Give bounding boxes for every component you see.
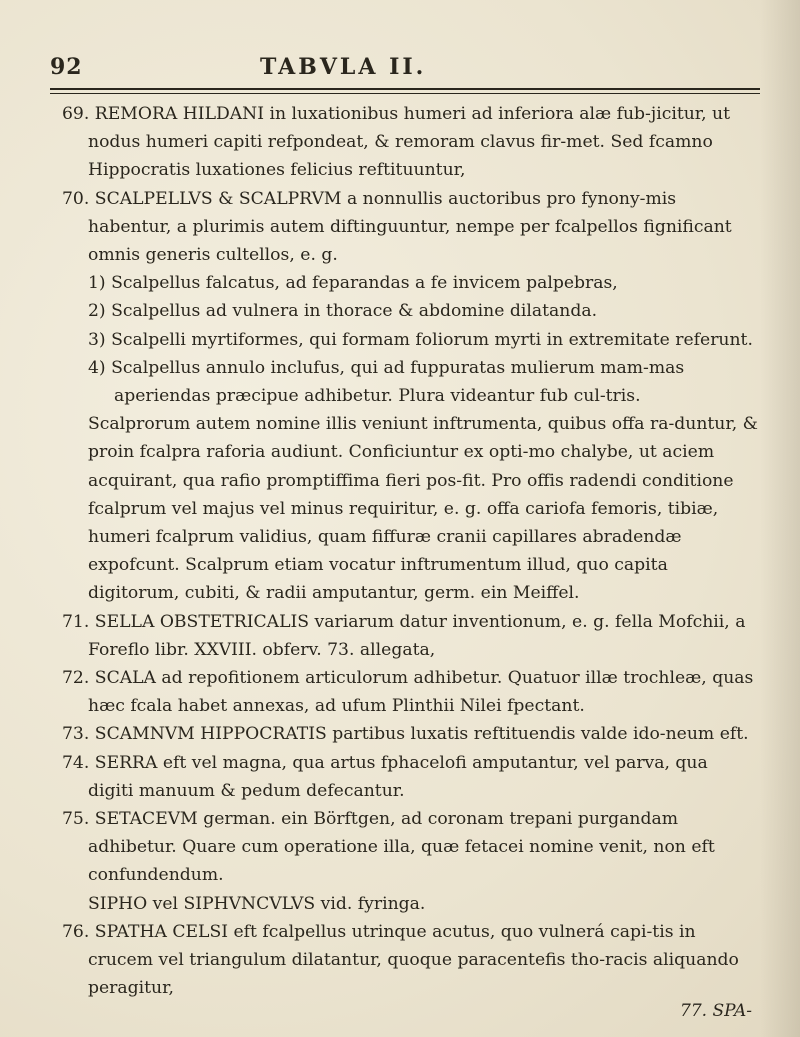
entry-70-item-2: 2) Scalpellus ad vulnera in thorace & abdomine dilatanda. (88, 301, 598, 322)
entry-69: 69. REMORA HILDANI in luxationibus humeri ad inferiora alæ fub-jicitur, ut nodus humeri capiti refpondeat, & remoram clavus fir-met. Sed fcamno Hippocratis luxationes felicius reftituuntur, (62, 104, 731, 181)
header-rule (50, 88, 760, 90)
entry-74: 74. SERRA eft vel magna, qua artus fphacelofi amputantur, vel parva, qua digiti manuum & pedum defecantur. (62, 752, 708, 801)
header-rule-thin (50, 93, 760, 94)
entry-71: 71. SELLA OBSTETRICALIS variarum datur inventionum, e. g. fella Mofchii, a Foreflo libr. XXVIII. obferv. 73. allegata, (62, 611, 746, 660)
entry-72: 72. SCALA ad repofitionem articulorum adhibetur. Quatuor illæ trochleæ, quas hæc fcala habet annexas, ad ufum Plinthii Nilei fpectant. (62, 668, 754, 717)
entry-70-scalprum: Scalprorum autem nomine illis veniunt inftrumenta, quibus offa ra-duntur, & proin fcalpra raforia audiunt. Conficiuntur ex opti-mo chalybe, ut aciem acquirant, qua rafio promptiffima fieri pos-fit. Pro offis radendi conditione fcalprum vel majus vel minus requiritur, e. g. offa cariofa femoris, tibiæ, humeri fcalprum validius, quam fiffuræ cranii capillares abradendæ expofcunt. Scalprum etiam vocatur inftrumentum illud, quo capita digitorum, cubiti, & radii amputantur, germ. ein Meiffel. (88, 414, 758, 604)
entry-75: 75. SETACEVM german. ein Börftgen, ad coronam trepani purgandam adhibetur. Quare cum operatione illa, quæ fetacei nomine venit, non eft confundendum. (62, 809, 715, 886)
entry-70-item-3: 3) Scalpelli myrtiformes, qui formam foliorum myrti in extremitate referunt. (88, 329, 753, 350)
entry-70-item-1: 1) Scalpellus falcatus, ad feparandas a fe invicem palpebras, (88, 273, 618, 294)
entry-sipho: SIPHO vel SIPHVNCVLVS vid. fyringa. (88, 893, 426, 914)
page-number: 92 (50, 54, 83, 80)
entry-76: 76. SPATHA CELSI eft fcalpellus utrinque acutus, quo vulnerá capi-tis in crucem vel triangulum dilatantur, quoque paracentefis tho-racis aliquando peragitur, (62, 921, 739, 999)
running-head: TABVLA II. (260, 54, 427, 80)
entry-73: 73. SCAMNVM HIPPOCRATIS partibus luxatis reftituendis valde ido-neum eft. (62, 724, 749, 745)
entry-70-item-4: 4) Scalpellus annulo inclufus, qui ad fuppuratas mulierum mam-mas aperiendas præcipue adhibetur. Plura videantur fub cul-tris. (88, 357, 685, 407)
page-gutter-shadow (760, 0, 800, 1037)
entry-70: 70. SCALPELLVS & SCALPRVM a nonnullis auctoribus pro fynony-mis habentur, a plurimis autem diftinguuntur, nempe per fcalpellos fignificant omnis generis cultellos, e. g. (62, 188, 732, 266)
catchword: 77. SPA- (680, 1001, 752, 1021)
page-header (50, 54, 760, 84)
page-body (62, 100, 758, 1003)
